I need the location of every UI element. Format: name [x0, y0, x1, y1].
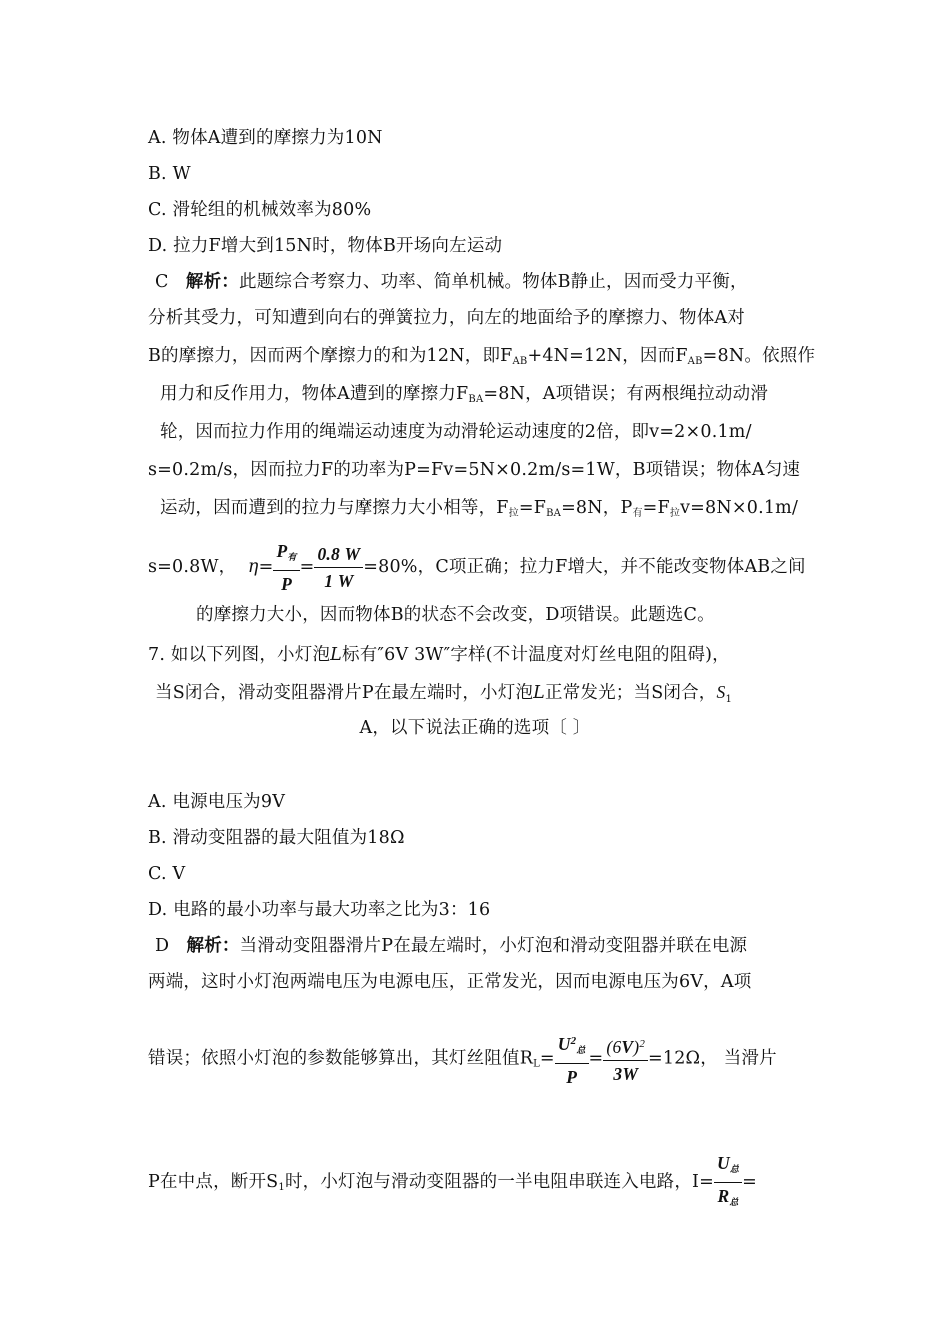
q7-text-4a: P在中点，断开S	[148, 1172, 279, 1192]
switch-sub-1: 1	[725, 694, 733, 705]
sub-ba: BA	[468, 394, 484, 405]
q6-analysis-line-8	[148, 540, 806, 595]
q6-text-7d: =F	[642, 498, 670, 518]
frac2-num-unit: W	[344, 544, 361, 564]
q7-text-3a: 错误；依照小灯泡的参数能够算出，其灯丝阻值R	[148, 1048, 534, 1069]
r-total: R	[717, 1186, 730, 1206]
q6-text-3a: B的摩擦力，因而两个摩擦力的和为12N，即F	[148, 346, 513, 366]
q6-analysis-line-9: 的摩擦力大小，因而物体B的状态不会改变，D项错误。此题选C。	[196, 605, 715, 625]
switch-s: S	[716, 682, 726, 702]
lamp-l: L	[330, 645, 342, 665]
resistance-fraction-1	[555, 1030, 589, 1088]
equals-3: =	[539, 1048, 555, 1069]
current-fraction	[714, 1152, 742, 1213]
q6-analysis-line-1	[155, 270, 748, 294]
q6-option-a: A. 物体A遭到的摩擦力为10N	[148, 128, 383, 148]
q7-option-d: D. 电路的最小功率与最大功率之比为3：16	[148, 900, 491, 920]
q6-text-8b: =80%，C项正确；拉力F增大，并不能改变物体AB之间	[363, 557, 806, 577]
q7-analysis-line-4	[148, 1152, 757, 1214]
q6-text-7e: v=8N×0.1m/	[680, 498, 799, 518]
q6-answer: C	[155, 272, 169, 292]
q6-text-8a: s=0.8W，	[148, 557, 237, 577]
q6-analysis-line-7	[160, 496, 798, 526]
q6-analysis-line-5: 轮，因而拉力作用的绳端运动速度为动滑轮运动速度的2倍，即v=2×0.1m/	[160, 422, 752, 442]
sub-you: 有	[632, 508, 643, 519]
q6-text-3c: =8N。依照作	[702, 346, 816, 366]
q6-text-3b: +4N=12N，因而F	[527, 346, 688, 366]
sub-la: 拉	[508, 508, 519, 519]
frac-den-3: 3	[613, 1064, 623, 1084]
q7-text-4b: 时，小灯泡与滑动变阻器的一半电阻串联连入电路，I=	[284, 1172, 715, 1192]
q7-analysis-line-1	[155, 934, 747, 958]
q6-analysis-line-2: 分析其受力，可知遭到向右的弹簧拉力，向左的地面给予的摩擦力、物体A对	[148, 308, 745, 328]
q7-option-a: A. 电源电压为9V	[148, 792, 286, 812]
frac-den-w: W	[622, 1064, 639, 1084]
q7-stem-line-3: A，以下说法正确的选项〔 〕	[359, 718, 591, 738]
q6-option-c: C. 滑轮组的机械效率为80%	[148, 200, 372, 220]
q7-text-2b: 正常发光；当S闭合，	[545, 683, 717, 703]
q7-option-c: C. V	[148, 864, 186, 884]
q7-text-1a: 7. 如以下列图，小灯泡	[148, 645, 331, 665]
frac1-sub: 有	[287, 552, 297, 562]
q6-analysis-line-4	[160, 382, 768, 412]
q6-text-4a: 用力和反作用力，物体A遭到的摩擦力F	[160, 384, 469, 404]
q7-answer: D	[155, 936, 170, 956]
q6-text-7c: =8N，P	[561, 498, 633, 518]
lamp-l-2: L	[533, 683, 545, 703]
u-squared: 2	[570, 1035, 577, 1047]
q7-stem-line-2	[155, 680, 732, 712]
frac2-den-unit: W	[337, 571, 354, 591]
q7-option-b: B. 滑动变阻器的最大阻值为18Ω	[148, 828, 405, 848]
sub-ab: AB	[512, 356, 528, 367]
q7-analysis-text-1: 当滑动变阻器滑片P在最左端时，小灯泡和滑动变阻器并联在电源	[239, 936, 748, 956]
q6-option-d: D. 拉力F增大到15N时，物体B开场向左运动	[148, 236, 503, 256]
q6-analysis-line-3	[148, 344, 815, 374]
eta-symbol: η	[247, 557, 259, 577]
q7-analysis-line-2: 两端，这时小灯泡两端电压为电源电压，正常发光，因而电源电压为6V，A项	[148, 972, 752, 992]
frac-den-p: P	[566, 1067, 578, 1087]
q7-text-1b: 标有″6V 3W″字样(不计温度对灯丝电阻的阻碍)，	[342, 645, 730, 665]
efficiency-fraction-2	[314, 543, 363, 592]
frac-num-v: V	[621, 1037, 634, 1057]
u-sub-zong: 总	[576, 1045, 586, 1055]
efficiency-fraction-1	[273, 540, 299, 595]
q6-analysis-label: 解析：	[185, 272, 239, 292]
sub-l: L	[533, 1058, 540, 1070]
sub-ab-2: AB	[687, 356, 703, 367]
sub-1: 1	[278, 1182, 285, 1193]
q7-stem-line-1	[148, 643, 730, 667]
u-total-sub: 总	[729, 1164, 740, 1174]
frac2-den-value: 1	[324, 571, 334, 591]
q7-text-2a: 当S闭合，滑动变阻器滑片P在最左端时，小灯泡	[155, 683, 534, 703]
q6-text-7a: 运动，因而遭到的拉力与摩擦力大小相等，F	[160, 498, 509, 518]
sub-la-2: 拉	[669, 508, 681, 519]
equals-4: =	[588, 1048, 604, 1069]
equals-1: =	[258, 557, 274, 577]
frac-num-squared: 2	[639, 1038, 646, 1050]
q7-analysis-label: 解析：	[186, 936, 240, 956]
u-total: U	[717, 1153, 730, 1173]
q7-analysis-line-3	[148, 1030, 777, 1091]
frac-num-6: (6	[606, 1037, 622, 1057]
q6-analysis-line-6: s=0.2m/s，因而拉力F的功率为P=Fv=5N×0.2m/s=1W，B项错误；物体A匀速	[148, 460, 801, 480]
equals-5: =	[742, 1172, 757, 1192]
sub-ba-2: BA	[546, 508, 562, 519]
q6-option-b: B. W	[148, 164, 191, 184]
q6-text-4b: =8N，A项错误；有两根绳拉动动滑	[483, 384, 769, 404]
r-total-sub: 总	[729, 1197, 739, 1207]
u-symbol: U	[557, 1034, 571, 1054]
q6-analysis-text-1: 此题综合考察力、功率、简单机械。物体B静止，因而受力平衡，	[239, 272, 748, 292]
frac1-denominator: P	[281, 574, 292, 594]
resistance-fraction-2	[603, 1033, 648, 1085]
q6-text-7b: =F	[518, 498, 547, 518]
frac1-numerator: P	[276, 541, 288, 561]
q7-text-3b: =12Ω， 当滑片	[648, 1048, 777, 1069]
frac-num-close: )	[633, 1037, 640, 1057]
frac2-num-value: 0.8	[317, 544, 340, 564]
equals-2: =	[299, 557, 315, 577]
